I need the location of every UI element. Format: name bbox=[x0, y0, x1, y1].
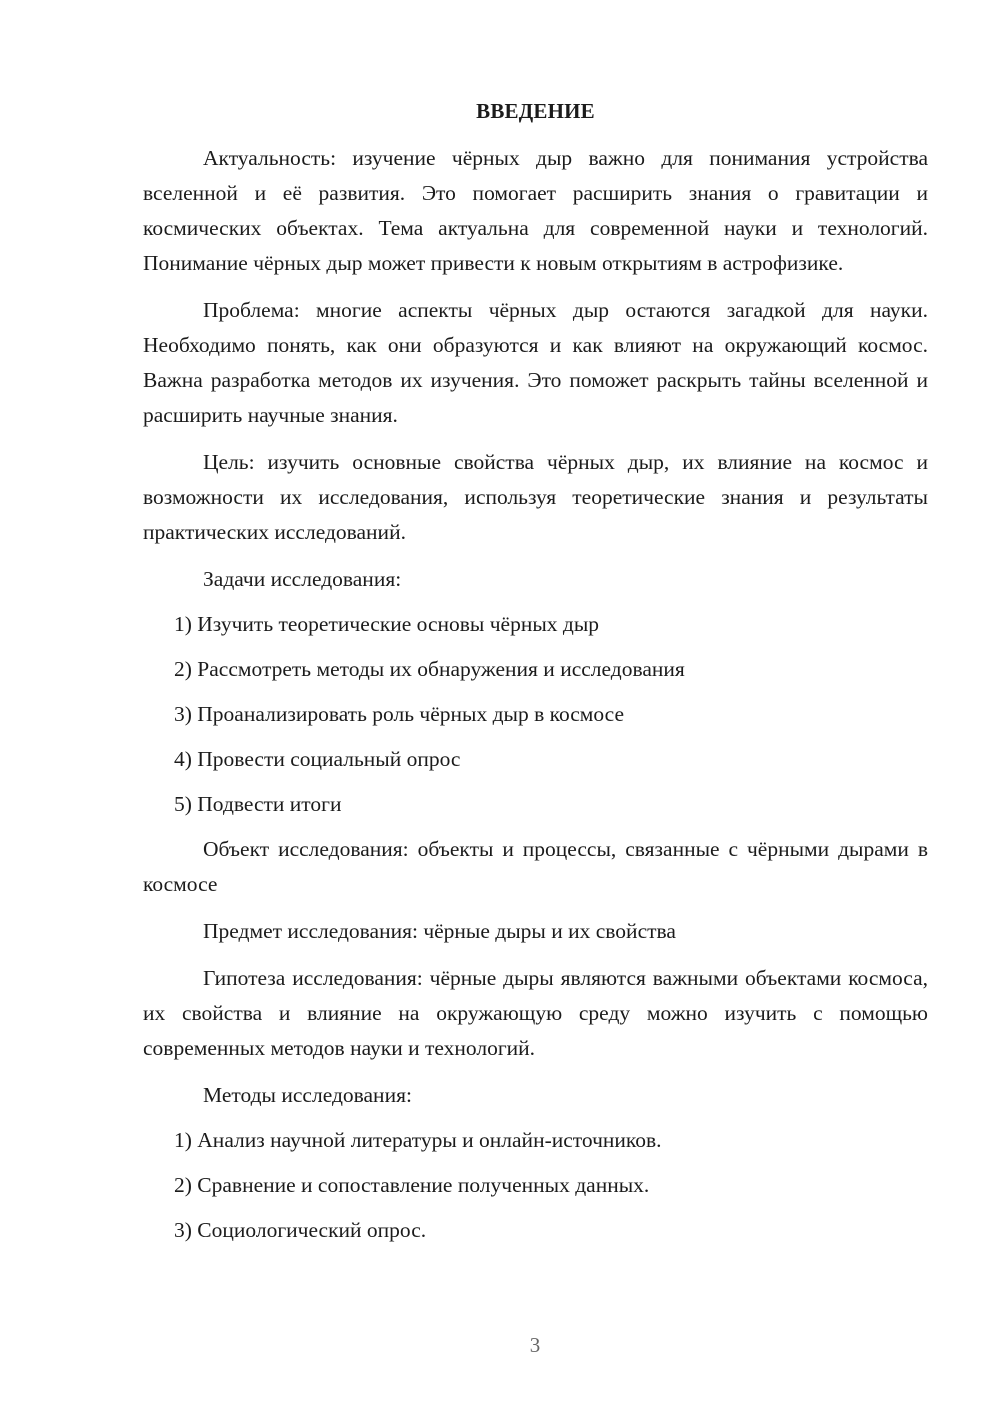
task-item: 3) Проанализировать роль чёрных дыр в космосе bbox=[174, 702, 625, 726]
problem-paragraph: Проблема: многие аспекты чёрных дыр остаются загадкой для науки. Необходимо понять, как они образуются и как влияют на окружающий космос. Важна разработка методов их изучения. Это поможет раскрыть тайны вселенной и расширить научные знания. bbox=[143, 298, 928, 427]
method-item: 1) Анализ научной литературы и онлайн-источников. bbox=[174, 1128, 662, 1152]
method-item: 2) Сравнение и сопоставление полученных данных. bbox=[174, 1173, 650, 1197]
object-paragraph: Объект исследования: объекты и процессы, связанные с чёрными дырами в космосе bbox=[143, 837, 928, 896]
page-title: ВВЕДЕНИЕ bbox=[476, 99, 595, 123]
tasks-heading: Задачи исследования: bbox=[203, 567, 402, 591]
goal-paragraph: Цель: изучить основные свойства чёрных дыр, их влияние на космос и возможности их исследования, используя теоретические знания и результаты практических исследований. bbox=[143, 450, 928, 544]
task-item: 5) Подвести итоги bbox=[174, 792, 342, 816]
methods-list bbox=[143, 1123, 928, 1248]
subject-paragraph: Предмет исследования: чёрные дыры и их свойства bbox=[203, 919, 676, 943]
methods-heading: Методы исследования: bbox=[203, 1083, 412, 1107]
page-number: 3 bbox=[529, 1333, 541, 1357]
tasks-list bbox=[143, 607, 928, 822]
task-item: 2) Рассмотреть методы их обнаружения и исследования bbox=[174, 657, 685, 681]
hypothesis-paragraph: Гипотеза исследования: чёрные дыры являются важными объектами космоса, их свойства и влияние на окружающую среду можно изучить с помощью современных методов науки и технологий. bbox=[143, 966, 928, 1060]
task-item: 1) Изучить теоретические основы чёрных дыр bbox=[174, 612, 600, 636]
relevance-paragraph: Актуальность: изучение чёрных дыр важно для понимания устройства вселенной и её развития. Это помогает расширить знания о гравитации и космических объектах. Тема актуальна для современной науки и технологий. Понимание чёрных дыр может привести к новым открытиям в астрофизике. bbox=[143, 146, 928, 275]
page-content bbox=[143, 94, 928, 1258]
method-item: 3) Социологический опрос. bbox=[174, 1218, 427, 1242]
task-item: 4) Провести социальный опрос bbox=[174, 747, 461, 771]
